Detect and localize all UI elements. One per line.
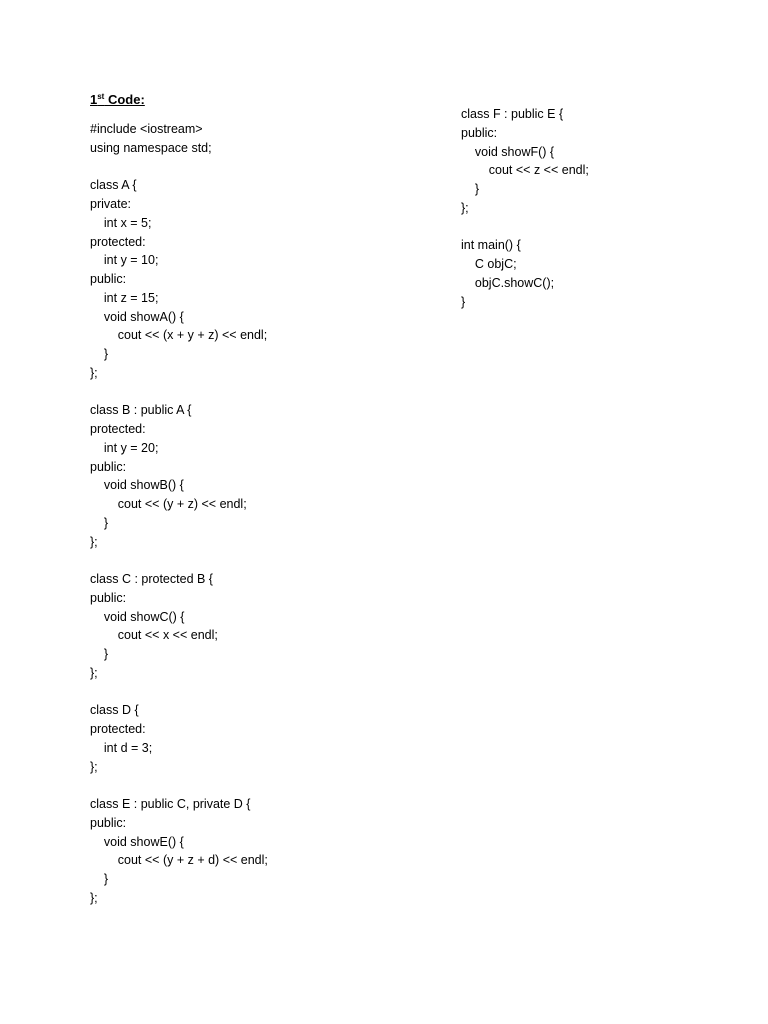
code-line: } [90,872,109,886]
code-line: }; [90,759,98,774]
code-line: class D { [90,703,139,718]
code-line: void showC() { [90,609,185,624]
code-line: } [461,294,466,309]
code-line: }; [90,534,98,549]
code-line: cout << (y + z) << endl; [90,497,247,511]
code-line: public: [90,815,127,830]
section-heading [90,92,145,108]
code-line [90,683,268,702]
code-line: public: [90,272,127,286]
code-line [90,158,268,177]
code-line: cout << x << endl; [90,628,218,643]
code-line: }; [90,665,98,680]
code-line: void showF() { [461,144,555,159]
code-line: class A { [90,178,137,193]
code-line: using namespace std; [90,140,212,155]
code-line: objC.showC(); [461,275,555,290]
code-line: class B : public A { [90,403,192,418]
code-line: } [461,182,480,196]
heading-number: 1 [90,92,98,107]
code-line: }; [461,200,469,215]
code-line: } [90,347,109,361]
code-line: #include <iostream> [90,122,203,136]
code-line: int d = 3; [90,740,153,755]
code-line [90,551,268,570]
code-line: int main() { [461,238,521,253]
code-line: int z = 15; [90,290,159,305]
code-line: }; [90,365,98,380]
code-line: protected: [90,422,146,436]
code-line [90,776,268,795]
code-block-right [461,105,589,311]
code-line: class E : public C, private D { [90,797,251,811]
code-line: } [90,515,109,530]
code-line [461,218,589,237]
code-line: } [90,647,109,661]
code-line: void showA() { [90,309,184,324]
code-line: protected: [90,722,146,736]
heading-text: Code: [104,92,145,107]
code-line: cout << z << endl; [461,163,589,178]
heading-ordinal-suffix: st [97,92,105,101]
code-line: void showB() { [90,478,184,493]
code-line: private: [90,197,131,211]
code-line: int y = 20; [90,440,159,455]
code-line: cout << (x + y + z) << endl; [90,328,268,343]
code-line [90,383,268,402]
code-line: public: [90,590,127,605]
code-line: cout << (y + z + d) << endl; [90,853,268,868]
code-line: void showE() { [90,834,184,849]
code-line: public: [90,459,127,474]
code-line: int x = 5; [90,215,152,230]
code-line: class C : protected B { [90,572,213,586]
code-line: class F : public E { [461,107,564,121]
code-line: public: [461,125,498,140]
code-line: }; [90,890,98,905]
code-line: protected: [90,234,146,249]
code-block-left [90,120,268,908]
code-line: C objC; [461,257,517,271]
code-line: int y = 10; [90,253,159,268]
